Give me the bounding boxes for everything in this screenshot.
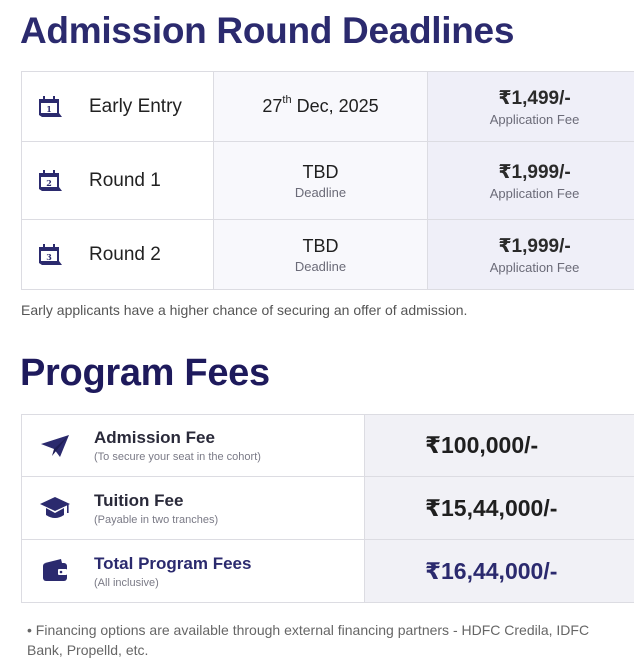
application-fee-amount: ₹1,999/- [498,235,571,257]
svg-text:1: 1 [46,103,52,114]
calendar-3-icon [38,244,62,266]
table-row [22,540,634,603]
fee-amount: ₹100,000/- [425,432,539,458]
fee-name: Tuition Fee [94,490,184,510]
table-row [22,220,634,290]
fee-description: (Payable in two tranches) [94,513,219,526]
round-date-label: Deadline [294,258,347,274]
round-name: Round 1 [89,169,161,191]
application-fee-label: Application Fee [489,259,580,275]
calendar-1-icon [38,96,62,118]
application-fee-amount: ₹1,499/- [498,87,571,109]
table-row [22,477,634,540]
table-row [22,142,634,220]
svg-text:2: 2 [46,177,52,188]
fees-title: Program Fees [20,352,270,394]
deadlines-table [21,71,634,290]
round-date: 27th Dec, 2025 [262,94,379,116]
round-date: TBD [302,161,339,182]
wallet-icon [39,557,71,585]
fee-name: Admission Fee [94,428,215,447]
fee-amount: ₹16,44,000/- [425,557,558,584]
financing-footnote: • Financing options are available through external financing partners - HDFC Credila, IDFC Bank, Propelld, etc. [27,622,590,658]
fees-table [21,414,634,603]
calendar-2-icon [38,170,62,192]
graduation-cap-icon [39,494,71,522]
fee-amount: ₹15,44,000/- [425,494,558,521]
svg-text:3: 3 [46,251,52,262]
application-fee-label: Application Fee [489,185,580,201]
fee-description: (To secure your seat in the cohort) [94,451,261,463]
table-row [22,415,634,477]
round-name: Early Entry [89,95,182,117]
fee-description: (All inclusive) [94,576,159,589]
round-name: Round 2 [89,243,161,265]
round-date-label: Deadline [294,184,347,200]
application-fee-amount: ₹1,999/- [498,161,571,183]
paper-plane-icon [39,432,71,460]
round-date: TBD [302,235,339,256]
deadlines-note: Early applicants have a higher chance of securing an offer of admission. [21,302,468,318]
application-fee-label: Application Fee [489,111,580,127]
table-row [22,72,634,142]
fee-name: Total Program Fees [94,553,252,573]
deadlines-title: Admission Round Deadlines [20,10,515,51]
